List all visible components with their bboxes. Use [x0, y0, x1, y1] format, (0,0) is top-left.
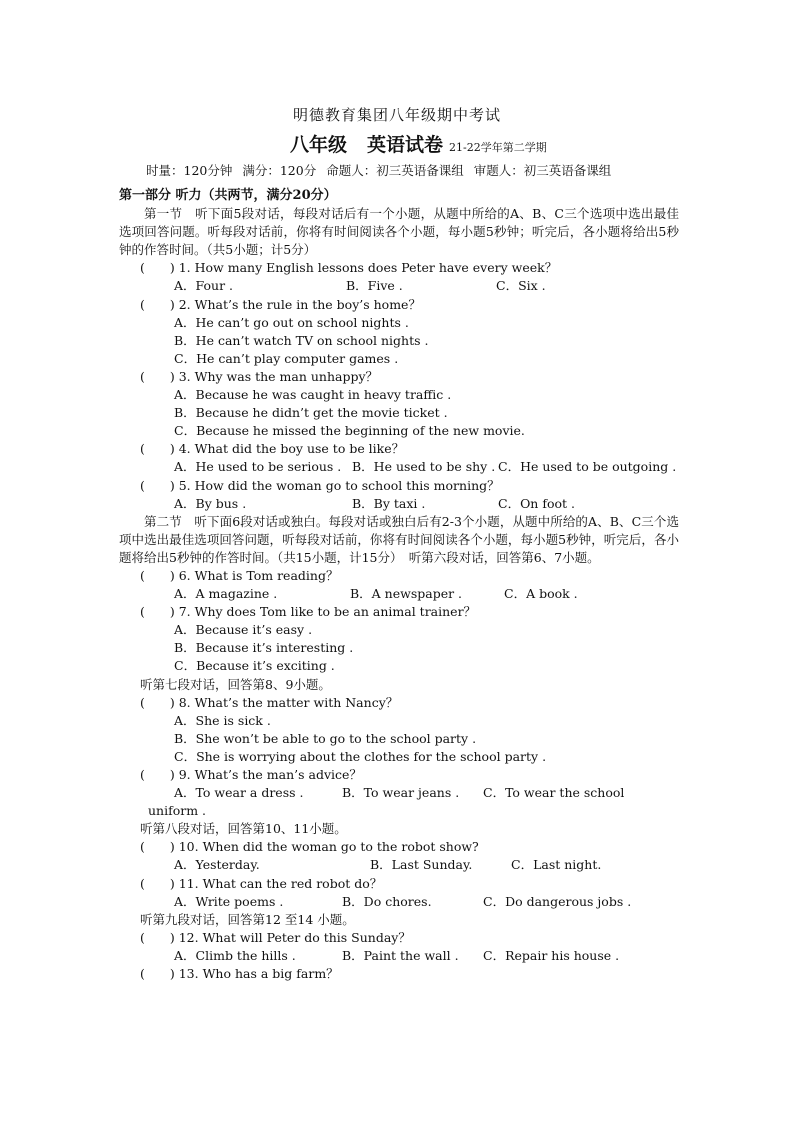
question-stem: ( ) 8. What’s the matter with Nancy？	[140, 694, 399, 710]
option-b: B．Paint the wall .	[342, 947, 459, 963]
full-score: 满分：120分	[242, 163, 317, 178]
option-b: B．A newspaper .	[350, 586, 463, 602]
option-a: A．Because he was caught in heavy traffic .	[174, 387, 452, 403]
option-b: B．Last Sunday.	[370, 857, 473, 873]
options-row	[119, 458, 679, 476]
option-c: C．Six .	[496, 278, 546, 294]
option-c: C．She is worrying about the clothes for the school party .	[174, 748, 547, 764]
option-a: A．She is sick .	[174, 712, 271, 728]
question-stem: ( ) 12. What will Peter do this Sunday？	[140, 929, 411, 945]
exam-content	[119, 187, 679, 983]
option-a: A．A magazine .	[174, 586, 278, 602]
options-row	[119, 893, 679, 911]
option-a: A．Write poems .	[174, 893, 284, 909]
option-continuation: uniform .	[148, 803, 207, 819]
options-row	[119, 495, 679, 513]
option-c: C．On foot .	[498, 495, 575, 511]
option-b: B．To wear jeans .	[342, 785, 460, 801]
question-stem: ( ) 13. Who has a big farm？	[140, 966, 339, 982]
question-stem: ( ) 4. What did the boy use to be like？	[140, 441, 405, 457]
options-row	[119, 947, 679, 965]
option-c: C．He used to be outgoing .	[498, 459, 677, 475]
option-a: A．Because it’s easy .	[174, 622, 313, 638]
option-b: B．Because he didn’t get the movie ticket .	[174, 405, 448, 421]
part-title: 第一部分 听力（共两节，满分20分）	[119, 188, 337, 203]
option-a: A．Yesterday.	[174, 857, 260, 873]
section2-intro: 第二节 听下面6段对话或独白。每段对话或独白后有2-3个小题，从题中所给的A、B、C三个选项中选出最佳选项回答问题，听每段对话前，你将有时间阅读各个小题，每小题5秒钟，听完后，各小题将给出5秒钟的作答时间。（共15小题，计15分） 听第六段对话，回答第6、7小题。	[119, 513, 679, 565]
options-row	[119, 856, 679, 874]
setter: 命题人：初三英语备课组	[326, 163, 464, 178]
option-b: B．He can’t watch TV on school nights .	[174, 332, 429, 348]
option-a: A．Four .	[174, 278, 234, 294]
time-limit: 时量：120分钟	[146, 163, 233, 178]
option-c: C．He can’t play computer games .	[174, 350, 399, 366]
reviewer: 审题人：初三英语备课组	[473, 163, 612, 178]
option-c: C．Last night.	[511, 857, 602, 873]
option-c: C．Do dangerous jobs .	[483, 893, 632, 909]
question-stem: ( ) 2. What’s the rule in the boy’s home？	[140, 296, 421, 312]
paper-title	[290, 130, 547, 157]
question-stem: ( ) 11. What can the red robot do？	[140, 875, 383, 891]
section1-intro: 第一节 听下面5段对话，每段对话后有一个小题，从题中所给的A、B、C三个选项中选出最佳选项回答问题。听每段对话前，你将有时间阅读各个小题，每小题5秒钟；听完后，各小题将给出5秒钟的作答时间。（共5小题；计5分）	[119, 206, 679, 258]
term-label: 21-22学年第二学期	[449, 141, 547, 154]
option-a: A．Climb the hills .	[174, 947, 296, 963]
option-c: C．To wear the school	[483, 785, 625, 801]
option-c: C．Because he missed the beginning of the new movie.	[174, 423, 525, 439]
exam-meta	[146, 161, 621, 179]
dialogue-instruction: 听第九段对话，回答第12 至14 小题。	[140, 911, 355, 927]
question-stem: ( ) 1. How many English lessons does Peter have every week？	[140, 260, 558, 276]
question-stem: ( ) 7. Why does Tom like to be an animal trainer？	[140, 604, 477, 620]
option-c: C．Repair his house .	[483, 947, 620, 963]
option-b: B．He used to be shy .	[352, 459, 496, 475]
question-stem: ( ) 3. Why was the man unhappy？	[140, 368, 379, 384]
option-b: B．By taxi .	[352, 495, 426, 511]
option-b: B．Do chores.	[342, 893, 432, 909]
option-b: B．She won’t be able to go to the school party .	[174, 730, 477, 746]
option-a: A．To wear a dress .	[174, 785, 304, 801]
option-c: C．A book .	[504, 586, 578, 602]
subject-label: 英语试卷	[367, 134, 444, 156]
question-stem: ( ) 6. What is Tom reading？	[140, 567, 339, 583]
option-c: C．Because it’s exciting .	[174, 658, 335, 674]
options-row	[119, 277, 679, 295]
option-a: A．He can’t go out on school nights .	[174, 314, 409, 330]
options-row	[119, 585, 679, 603]
option-b: B．Five .	[346, 278, 403, 294]
options-row	[119, 784, 679, 802]
question-stem: ( ) 9. What’s the man’s advice？	[140, 767, 362, 782]
school-exam-title: 明德教育集团八年级期中考试	[292, 106, 501, 124]
dialogue-instruction: 听第七段对话，回答第8、9小题。	[140, 676, 331, 692]
option-a: A．By bus .	[174, 495, 247, 511]
grade-label: 八年级	[290, 134, 348, 156]
option-b: B．Because it’s interesting .	[174, 640, 354, 656]
question-stem: ( ) 10. When did the woman go to the robot show?	[140, 839, 479, 855]
dialogue-instruction: 听第八段对话，回答第10、11小题。	[140, 821, 347, 837]
option-a: A．He used to be serious .	[174, 459, 342, 475]
question-stem: ( ) 5. How did the woman go to school this morning？	[140, 477, 500, 493]
